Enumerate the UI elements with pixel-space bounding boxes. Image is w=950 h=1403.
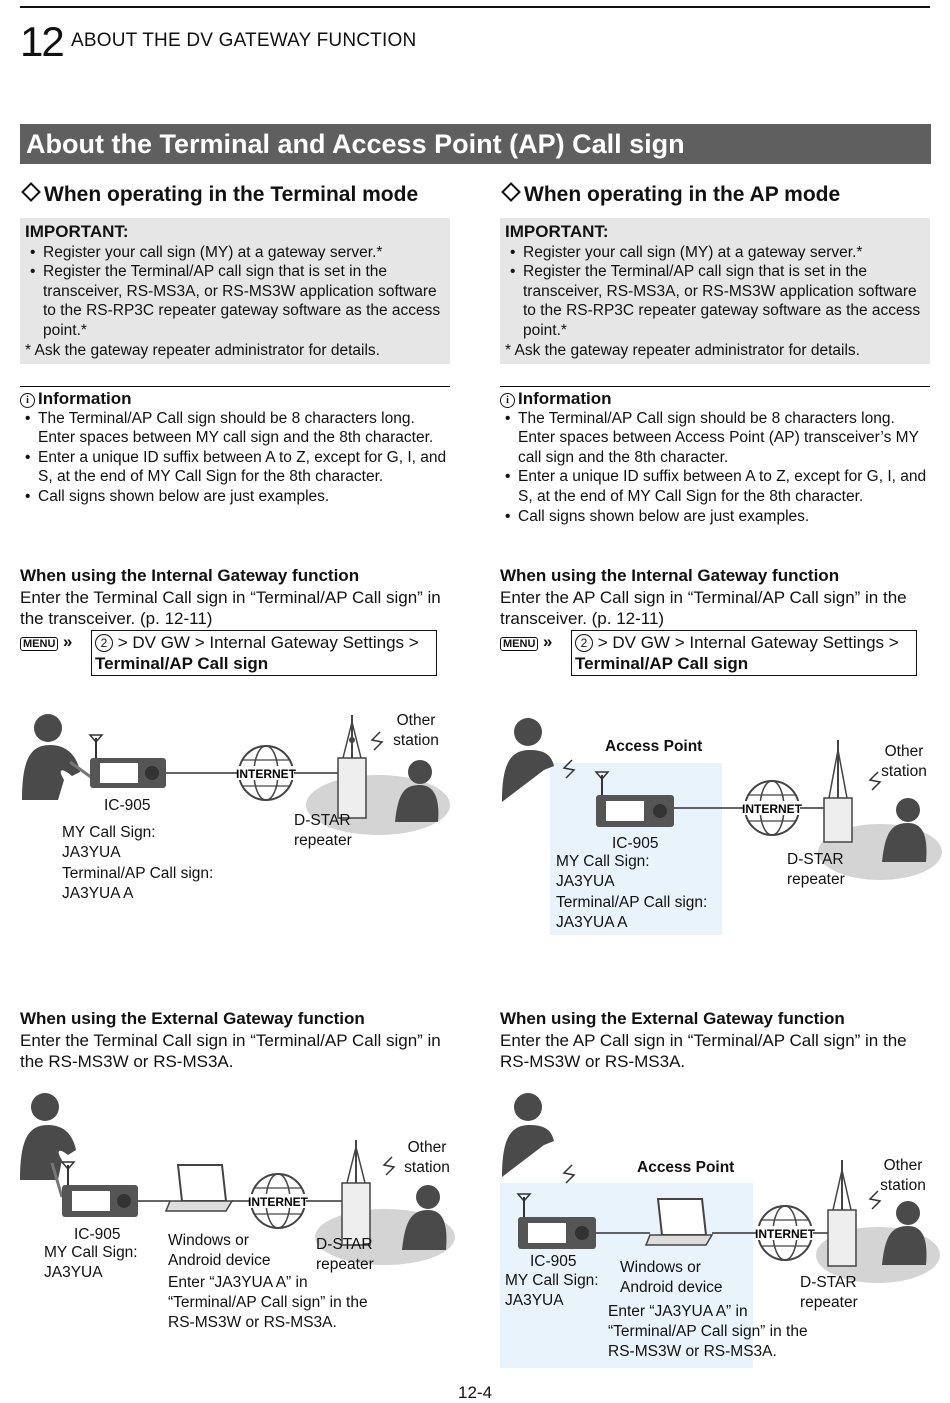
repeater-icon	[342, 1140, 370, 1245]
transceiver-icon	[90, 735, 166, 788]
radio-label: IC-905	[530, 1253, 577, 1270]
enter-note: Enter “JA3YUA A” in “Terminal/AP Call sign” in the RS-MS3W or RS-MS3A.	[168, 1274, 368, 1331]
transceiver-icon	[62, 1162, 138, 1217]
info-bullet: • The Terminal/AP Call sign should be 8 characters long. Enter spaces between Access Point (AP) transceiver’s MY call sign and the 8th character.	[500, 409, 930, 468]
repeater-label: D-STAR repeater	[787, 851, 845, 888]
terminal-call-label: Terminal/AP Call sign:	[62, 865, 214, 882]
laptop-icon	[646, 1199, 712, 1245]
info-bullet: • The Terminal/AP Call sign should be 8 characters long. Enter spaces between MY call sign and the 8th character.	[20, 409, 450, 448]
menu-path-ap: 2 > DV GW > Internal Gateway Settings > Terminal/AP Call sign	[571, 630, 917, 676]
repeater-label: D-STAR repeater	[800, 1274, 858, 1311]
repeater-icon	[828, 1160, 856, 1266]
terminal-call-value: JA3YUA A	[556, 914, 628, 931]
internet-label: INTERNET	[236, 767, 296, 781]
important-bullet: • Register your call sign (MY) at a gateway server.*	[25, 243, 450, 263]
operator-figure	[502, 1093, 554, 1177]
internal-gw-heading-terminal: When using the Internal Gateway function	[20, 566, 360, 585]
signal-icon	[384, 1157, 394, 1175]
info-bullet: • Call signs shown below are just examples.	[500, 507, 930, 527]
section-banner: About the Terminal and Access Point (AP) Call sign	[20, 124, 931, 164]
internal-gw-text-ap: Enter the AP Call sign in “Terminal/AP Call sign” in the transceiver. (p. 12-11)	[500, 588, 907, 628]
info-bullet: • Enter a unique ID suffix between A to Z, except for G, I, and S, at the end of MY Call Sign for the 8th character.	[500, 467, 930, 506]
my-call-label: MY Call Sign:	[44, 1244, 138, 1261]
chapter-title: ABOUT THE DV GATEWAY FUNCTION	[71, 30, 417, 51]
device-label: Windows or Android device	[168, 1232, 271, 1269]
device-label: Windows or Android device	[620, 1259, 723, 1296]
repeater-label: D-STAR repeater	[294, 812, 352, 849]
info-bullet: • Call signs shown below are just examples.	[20, 487, 450, 507]
internet-label: INTERNET	[755, 1227, 815, 1241]
my-call-value: JA3YUA	[44, 1264, 103, 1281]
important-bullet: • Register your call sign (MY) at a gateway server.*	[505, 243, 930, 263]
access-point-label: Access Point	[605, 738, 703, 755]
my-call-value: JA3YUA	[556, 873, 615, 890]
signal-icon	[564, 760, 574, 778]
external-gw-text-terminal: Enter the Terminal Call sign in “Terminal/AP Call sign” in the RS-MS3W or RS-MS3A.	[20, 1031, 441, 1071]
menu-path-terminal: 2 > DV GW > Internal Gateway Settings > Terminal/AP Call sign	[91, 630, 437, 676]
info-icon: i	[500, 393, 515, 408]
important-box-ap: IMPORTANT: • Register your call sign (MY) at a gateway server.* • Register the Terminal/AP call sign that is set in the transceiver, RS-MS3A, or RS-MS3W application software to the RS-RP3C repeater gateway software as the access point.* * Ask the gateway repeater administrator for details.	[500, 218, 930, 364]
important-bullet: • Register the Terminal/AP call sign that is set in the transceiver, RS-MS3A, or RS-MS3W application software to the RS-RP3C repeater gateway software as the access point.*	[25, 262, 450, 340]
operator-figure	[502, 718, 554, 802]
internal-gw-heading-ap: When using the Internal Gateway function	[500, 566, 840, 585]
page-number: 12-4	[458, 1383, 493, 1402]
laptop-icon	[166, 1165, 232, 1211]
terminal-mode-heading: When operating in the Terminal mode	[20, 183, 418, 207]
operator-figure	[22, 714, 80, 800]
diamond-icon	[501, 182, 521, 202]
info-icon: i	[20, 393, 35, 408]
radio-label: IC-905	[104, 797, 151, 814]
internal-gw-text-terminal: Enter the Terminal Call sign in “Terminal/AP Call sign” in the transceiver. (p. 12-11)	[20, 588, 441, 628]
internet-label: INTERNET	[742, 802, 802, 816]
radio-label: IC-905	[74, 1226, 121, 1243]
repeater-label: D-STAR repeater	[316, 1236, 374, 1273]
info-block-terminal: i Information • The Terminal/AP Call sign should be 8 characters long. Enter spaces between MY call sign and the 8th character. • Enter a unique ID suffix between A to Z, except for G, I, and S, at the end of MY Call Sign for the 8th character. • Call signs shown below are just examples.	[20, 386, 450, 507]
transceiver-icon	[596, 772, 674, 827]
my-call-label: MY Call Sign:	[556, 853, 650, 870]
important-note: * Ask the gateway repeater administrator for details.	[505, 341, 860, 359]
repeater-icon	[338, 715, 366, 818]
important-box-terminal: IMPORTANT: • Register your call sign (MY) at a gateway server.* • Register the Terminal/AP call sign that is set in the transceiver, RS-MS3A, or RS-MS3W application software to the RS-RP3C repeater gateway software as the access point.* * Ask the gateway repeater administrator for details.	[20, 218, 450, 364]
terminal-call-value: JA3YUA A	[62, 885, 134, 902]
external-gw-heading-ap: When using the External Gateway function	[500, 1009, 845, 1028]
important-bullet: • Register the Terminal/AP call sign that is set in the transceiver, RS-MS3A, or RS-MS3W application software to the RS-RP3C repeater gateway software as the access point.*	[505, 262, 930, 340]
important-note: * Ask the gateway repeater administrator for details.	[25, 341, 380, 359]
my-call-label: MY Call Sign:	[62, 824, 156, 841]
signal-icon	[372, 732, 382, 750]
menu-key: MENU	[500, 637, 538, 651]
enter-note: Enter “JA3YUA A” in “Terminal/AP Call sign” in the RS-MS3W or RS-MS3A.	[608, 1303, 808, 1360]
signal-icon	[564, 1165, 574, 1183]
radio-label: IC-905	[612, 835, 659, 852]
external-gw-text-ap: Enter the AP Call sign in “Terminal/AP Call sign” in the RS-MS3W or RS-MS3A.	[500, 1031, 907, 1071]
internet-label: INTERNET	[248, 1195, 308, 1209]
terminal-call-label: Terminal/AP Call sign:	[556, 894, 708, 911]
my-call-value: JA3YUA	[62, 844, 121, 861]
info-block-ap: i Information • The Terminal/AP Call sign should be 8 characters long. Enter spaces between Access Point (AP) transceiver’s MY call sign and the 8th character. • Enter a unique ID suffix between A to Z, except for G, I, and S, at the end of MY Call Sign for the 8th character. • Call signs shown below are just examples.	[500, 386, 930, 526]
menu-key: MENU	[20, 637, 58, 651]
other-station-label: Other station	[881, 743, 927, 780]
access-point-label: Access Point	[637, 1159, 735, 1176]
repeater-icon	[824, 740, 852, 842]
other-station-label: Other station	[880, 1157, 926, 1194]
my-call-label: MY Call Sign:	[505, 1272, 599, 1289]
my-call-value: JA3YUA	[505, 1292, 564, 1309]
other-station-label: Other station	[404, 1139, 450, 1176]
info-bullet: • Enter a unique ID suffix between A to Z, except for G, I, and S, at the end of MY Call Sign for the 8th character.	[20, 448, 450, 487]
diamond-icon	[21, 182, 41, 202]
transceiver-icon	[518, 1194, 596, 1249]
other-station-label: Other station	[393, 712, 439, 749]
header-rule	[20, 6, 930, 8]
ap-internal-diagram	[480, 700, 950, 920]
ap-mode-heading: When operating in the AP mode	[500, 183, 840, 207]
external-gw-heading-terminal: When using the External Gateway function	[20, 1009, 365, 1028]
chapter-number: 12	[20, 18, 63, 65]
